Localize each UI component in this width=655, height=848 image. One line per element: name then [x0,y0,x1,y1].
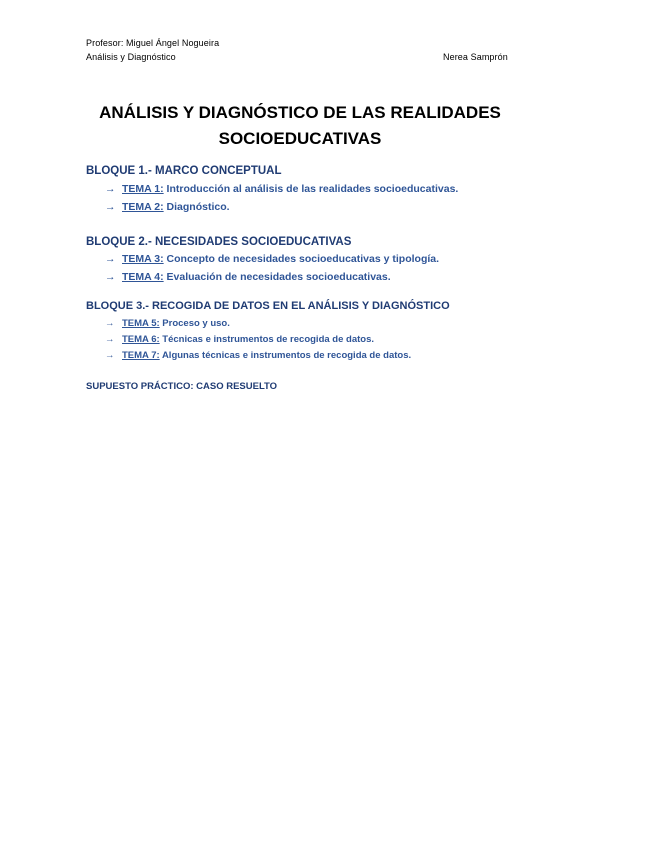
toc-item-tema-6[interactable] [105,334,374,345]
block-2-heading: BLOQUE 2.- NECESIDADES SOCIOEDUCATIVAS [86,236,352,248]
header-subject: Análisis y Diagnóstico [86,52,176,62]
document-title [60,100,540,152]
arrow-right-icon: → [105,183,116,195]
toc-item-tema-5[interactable] [105,318,230,329]
header-professor: Profesor: Miguel Ángel Nogueira [86,38,220,48]
toc-item-tema-4[interactable] [105,271,391,283]
arrow-right-icon: → [105,318,115,329]
block-3-heading: BLOQUE 3.- RECOGIDA DE DATOS EN EL ANÁLISIS Y DIAGNÓSTICO [86,300,450,312]
tema-description: Técnicas e instrumentos de recogida de datos. [159,334,374,345]
tema-description: Proceso y uso. [159,318,230,329]
title-line-2: SOCIOEDUCATIVAS [218,129,382,148]
toc-item-tema-1[interactable] [105,183,458,195]
title-line-1: ANÁLISIS Y DIAGNÓSTICO DE LAS REALIDADES [99,103,501,122]
tema-link[interactable]: TEMA 4: [122,271,164,283]
tema-link[interactable]: TEMA 7: [122,350,160,361]
tema-link[interactable]: TEMA 5: [122,318,160,329]
block-1-heading: BLOQUE 1.- MARCO CONCEPTUAL [86,165,282,177]
tema-link[interactable]: TEMA 3: [122,253,164,265]
toc-item-tema-3[interactable] [105,253,439,265]
tema-description: Evaluación de necesidades socioeducativas. [163,271,391,283]
arrow-right-icon: → [105,201,116,213]
arrow-right-icon: → [105,253,116,265]
arrow-right-icon: → [105,350,115,361]
tema-link[interactable]: TEMA 1: [122,183,164,195]
tema-link[interactable]: TEMA 6: [122,334,160,345]
tema-description: Introducción al análisis de las realidades socioeducativas. [163,183,459,195]
toc-item-tema-2[interactable] [105,201,230,213]
tema-link[interactable]: TEMA 2: [122,201,164,213]
arrow-right-icon: → [105,334,115,345]
arrow-right-icon: → [105,271,116,283]
case-study-heading: SUPUESTO PRÁCTICO: CASO RESUELTO [86,381,278,392]
tema-description: Diagnóstico. [163,201,230,213]
toc-item-tema-7[interactable] [105,350,411,361]
tema-description: Concepto de necesidades socioeducativas y tipología. [163,253,440,265]
tema-description: Algunas técnicas e instrumentos de recogida de datos. [159,350,412,361]
header-author: Nerea Samprón [443,52,508,62]
